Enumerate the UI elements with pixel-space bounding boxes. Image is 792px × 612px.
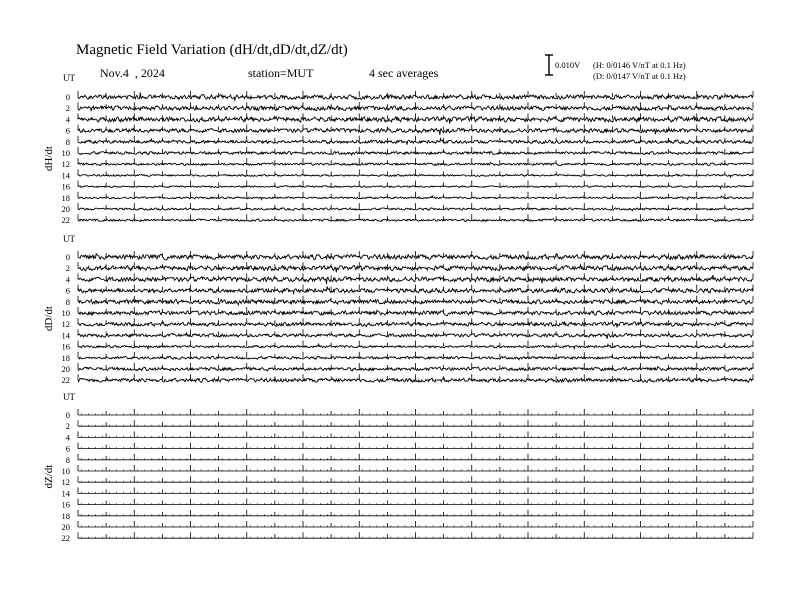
y-axis-label: dD/dt bbox=[43, 306, 55, 332]
row-label: 16 bbox=[61, 181, 70, 192]
row-label: 14 bbox=[61, 170, 70, 181]
row-label: 22 bbox=[61, 533, 70, 544]
row-label: 8 bbox=[65, 296, 70, 307]
row-label: 14 bbox=[61, 330, 70, 341]
averaging-label: 4 sec averages bbox=[369, 66, 439, 80]
scale-value-label: 0.010V bbox=[555, 60, 581, 70]
row-label: 12 bbox=[61, 477, 70, 488]
row-label: 10 bbox=[61, 466, 70, 476]
row-label: 16 bbox=[61, 341, 70, 352]
panel-dH bbox=[43, 73, 753, 225]
station-label: station=MUT bbox=[248, 66, 314, 80]
scale-h-note: (H: 0/0146 V/nT at 0.1 Hz) bbox=[593, 60, 686, 70]
row-label: 0 bbox=[65, 252, 70, 262]
row-label: 6 bbox=[65, 285, 70, 296]
row-label: 10 bbox=[61, 148, 70, 158]
panel-dD bbox=[43, 234, 753, 385]
row-label: 8 bbox=[65, 454, 70, 465]
row-label: 6 bbox=[65, 125, 70, 136]
row-label: 12 bbox=[61, 159, 70, 170]
scale-d-note: (D: 0/0147 V/nT at 0.1 Hz) bbox=[593, 71, 686, 81]
panels bbox=[43, 73, 753, 543]
row-label: 20 bbox=[61, 522, 70, 532]
ut-label: UT bbox=[63, 392, 75, 402]
scale-bar bbox=[545, 55, 553, 75]
row-label: 20 bbox=[61, 364, 70, 374]
row-label: 18 bbox=[61, 352, 70, 363]
row-label: 8 bbox=[65, 136, 70, 147]
row-label: 10 bbox=[61, 308, 70, 318]
y-axis-label: dH/dt bbox=[43, 146, 55, 172]
ut-label: UT bbox=[63, 234, 75, 244]
y-axis-label: dZ/dt bbox=[43, 464, 55, 489]
row-label: 12 bbox=[61, 319, 70, 330]
ut-label: UT bbox=[63, 73, 75, 83]
row-label: 2 bbox=[65, 263, 70, 274]
date-label: Nov.4 , 2024 bbox=[100, 66, 165, 80]
row-label: 14 bbox=[61, 488, 70, 499]
row-label: 20 bbox=[61, 204, 70, 214]
row-label: 4 bbox=[65, 274, 70, 285]
chart-title: Magnetic Field Variation (dH/dt,dD/dt,dZ/dt) bbox=[76, 42, 348, 58]
row-label: 2 bbox=[65, 103, 70, 114]
row-label: 6 bbox=[65, 443, 70, 454]
row-label: 0 bbox=[65, 92, 70, 102]
row-label: 18 bbox=[61, 510, 70, 521]
row-label: 2 bbox=[65, 421, 70, 432]
row-label: 4 bbox=[65, 432, 70, 443]
row-label: 16 bbox=[61, 499, 70, 510]
row-label: 0 bbox=[65, 410, 70, 420]
row-label: 18 bbox=[61, 192, 70, 203]
row-label: 22 bbox=[61, 375, 70, 386]
row-label: 22 bbox=[61, 215, 70, 226]
row-label: 4 bbox=[65, 114, 70, 125]
panel-dZ bbox=[43, 392, 753, 543]
